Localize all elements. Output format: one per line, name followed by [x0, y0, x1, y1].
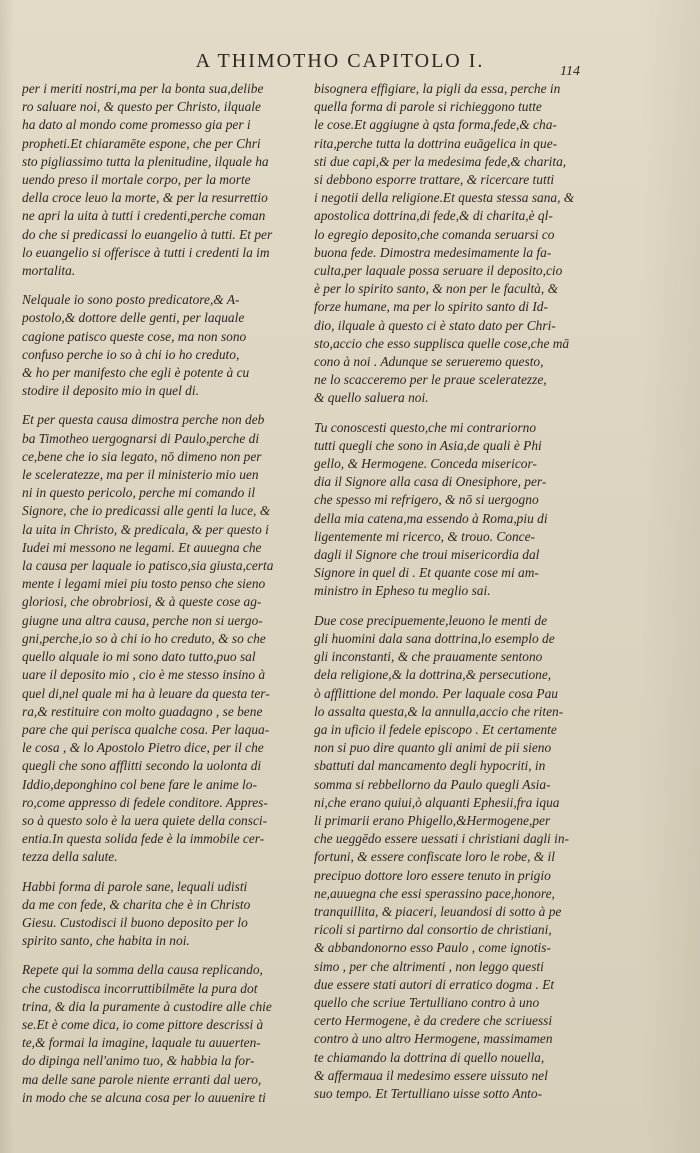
text-line: ministro in Epheso tu meglio sai.: [314, 583, 491, 599]
text-line: quella forma di parole si richieggono tutte: [314, 99, 542, 115]
text-line: ro,come appresso di fedele conditore. Appres-: [22, 794, 268, 810]
text-line: da me con fede, & charita che è in Christo: [22, 896, 251, 912]
text-line: certo Hermogene, è da credere che scriuessi: [314, 1013, 553, 1029]
text-line: ha dato al mondo come promesso gia per i: [22, 117, 251, 133]
text-line: do dipinga nell'animo tuo, & habbia la for-: [22, 1053, 255, 1069]
text-line: gli inconstanti, & che prauamente sentono: [314, 649, 543, 665]
text-line: tezza della salute.: [22, 849, 118, 865]
text-line: te,& formai la imagine, laquale tu auuerten-: [22, 1035, 261, 1051]
text-line: dia il Signore alla casa di Onesiphore, per-: [314, 474, 547, 490]
text-line: ce,bene che io sia legato, nō dimeno non per: [22, 448, 262, 464]
text-line: ligentemente mi ricerco, & trouo. Conce-: [314, 528, 536, 544]
text-line: do che si predicassi lo euangelio à tutti. Et per: [22, 226, 273, 242]
text-line: ni,che erano quiui,ò alquanti Ephesii,fra iqua: [314, 794, 560, 810]
paragraph: [22, 961, 302, 1107]
text-line: Tu conoscesti questo,che mi contrariorno: [314, 419, 537, 435]
text-line: ne apri la uita à tutti i credenti,perche coman: [22, 208, 266, 224]
text-line: ne,auuegna che essi sperassino pace,honore,: [314, 885, 555, 901]
text-line: gello, & Hermogene. Conceda misericor-: [314, 456, 537, 472]
text-line: ga in uficio il fedele episcopo . Et certamente: [314, 721, 557, 737]
text-line: contro à uno altro Hermogene, massimamen: [314, 1031, 553, 1047]
text-line: che custodisca incorruttibilmēte la pura dot: [22, 980, 258, 996]
text-line: quegli che sono afflitti secondo la uolonta di: [22, 758, 262, 774]
text-line: uare il deposito mio , cio è me stesso insino à: [22, 667, 266, 683]
paragraph: [22, 80, 302, 280]
text-line: spirito santo, che habita in noi.: [22, 933, 190, 949]
text-line: Signore in quel di . Et quante cose mi am-: [314, 565, 539, 581]
text-line: & abbandonorno esso Paulo , come ignotis-: [314, 940, 551, 956]
text-line: Repete qui la somma della causa replicando,: [22, 962, 263, 978]
text-line: dagli il Signore che troui misericordia dal: [314, 547, 540, 563]
text-line: te chiamando la dottrina di quello nouella,: [314, 1049, 545, 1065]
text-line: lo egregio deposito,che comanda seruarsi co: [314, 226, 555, 242]
text-line: che ueggēdo essere uessati i christiani dagli in-: [314, 831, 569, 847]
paragraph: [314, 80, 597, 408]
text-line: gloriosi, che obrobriosi, & à queste cose ag-: [22, 594, 262, 610]
text-line: i negotii della religione.Et questa stessa sana, &: [314, 190, 575, 206]
text-line: per i meriti nostri,ma per la bonta sua,delibe: [22, 81, 264, 96]
text-line: dio, ilquale à questo ci è stato dato per Chri-: [314, 317, 556, 333]
right-text-column: [314, 80, 597, 1114]
paragraph: [22, 291, 302, 400]
text-line: culta,per laquale possa seruare il deposito,cio: [314, 263, 563, 279]
text-line: le cosa , & lo Apostolo Pietro dice, per il che: [22, 740, 264, 756]
text-line: quel di,nel quale mi ha à leuare da questa ter-: [22, 685, 270, 701]
text-line: Due cose precipuemente,leuono le menti de: [314, 612, 548, 628]
text-line: tranquillita, & piaceri, leuandosi di sotto à pe: [314, 903, 562, 919]
text-line: & affermaua il medesimo essere uissuto nel: [314, 1067, 548, 1083]
page-edge-shadow: [640, 0, 700, 1153]
text-line: ba Timotheo uergognarsi di Paulo,perche di: [22, 430, 260, 446]
text-line: li primarii erano Phigello,&Hermogene,per: [314, 812, 551, 828]
text-line: simo , per che altrimenti , non leggo questi: [314, 958, 544, 974]
text-line: suo tempo. Et Tertulliano uisse sotto Anto-: [314, 1085, 543, 1101]
text-line: dela religione,& la dottrina,& persecutione,: [314, 667, 552, 683]
text-line: gli huomini dala sana dottrina,lo esemplo de: [314, 630, 555, 646]
text-line: giugne una altra causa, perche non si uergo-: [22, 612, 263, 628]
text-line: quello alquale io mi sono dato tutto,puo sal: [22, 649, 256, 665]
text-line: rita,perche tutta la dottrina euāgelica in que-: [314, 135, 558, 151]
text-line: le cose.Et aggiugne à qsta forma,fede,& cha-: [314, 117, 557, 133]
text-line: due essere stati autori di erratico dogma . Et: [314, 976, 555, 992]
text-line: mortalita.: [22, 263, 76, 279]
text-line: sto,accio che esso supplisca quelle cose,che mā: [314, 335, 570, 351]
text-line: Iddio,deponghino col bene fare le anime lo-: [22, 776, 257, 792]
text-line: uendo preso il mortale corpo, per la morte: [22, 172, 251, 188]
text-line: & quello saluera noi.: [314, 390, 429, 406]
page-number: 114: [560, 64, 580, 79]
paragraph: [22, 411, 302, 866]
text-line: forze humane, ma per lo spirito santo di Id-: [314, 299, 548, 315]
text-line: ò afflittione del mondo. Per laquale cosa Pau: [314, 685, 558, 701]
text-line: cagione patisco queste cose, ma non sono: [22, 328, 247, 344]
text-line: pare che qui perisca qualche cosa. Per laqua-: [22, 721, 270, 737]
text-line: lo euangelio si offerisce à tutti i credenti la im: [22, 244, 270, 260]
text-line: le sceleratezze, ma per il ministerio mio uen: [22, 467, 259, 483]
text-line: buona fede. Dimostra medesimamente la fa-: [314, 244, 552, 260]
text-line: della croce leuo la morte, & per la resurrettio: [22, 190, 268, 206]
text-line: somma si rebbellorno da Paulo quegli Asia-: [314, 776, 551, 792]
text-line: lo assalta questa,& la annulla,accio che riten-: [314, 703, 564, 719]
text-line: Giesu. Custodisci il buono deposito per lo: [22, 914, 248, 930]
text-line: precipuo dottore loro essere tenuto in prigio: [314, 867, 551, 883]
text-line: sbattuti dal mancamento degli hypocriti, in: [314, 758, 546, 774]
text-line: in modo che se alcuna cosa per lo auuenire ti: [22, 1089, 266, 1105]
text-line: postolo,& dottore delle genti, per laquale: [22, 310, 245, 326]
text-line: ro saluare noi, & questo per Christo, ilquale: [22, 99, 261, 115]
text-line: ma delle sane parole niente erranti dal uero,: [22, 1071, 262, 1087]
page-gutter-shadow: [0, 0, 14, 1153]
text-line: mente i legami miei piu tosto penso che sieno: [22, 576, 266, 592]
paragraph: [314, 419, 597, 601]
text-line: della mia catena,ma essendo à Roma,piu di: [314, 510, 548, 526]
text-line: è per lo spirito santo, & non per le facultà, &: [314, 281, 558, 297]
text-line: fortuni, & essere confiscate loro le robe, & il: [314, 849, 555, 865]
text-line: bisognera effigiare, la pigli da essa, perche in: [314, 81, 561, 96]
text-line: la uita in Christo, & predicala, & per questo i: [22, 521, 269, 537]
text-line: sto pigliassimo tutta la plenitudine, ilquale ha: [22, 153, 269, 169]
text-line: & ho per manifesto che egli è potente à cu: [22, 365, 250, 381]
paragraph: [22, 878, 302, 951]
text-line: non si puo dire quanto gli animi de pii sieno: [314, 740, 552, 756]
text-line: cono à noi . Adunque se serueremo questo,: [314, 354, 544, 370]
text-line: Et per questa causa dimostra perche non deb: [22, 412, 265, 428]
text-line: si debbono esporre trattare, & ricercare tutti: [314, 172, 555, 188]
text-line: confuso perche io so à chi io ho creduto,: [22, 346, 240, 362]
text-line: se.Et è come dica, io come pittore descrissi à: [22, 1016, 264, 1032]
text-line: entia.In questa solida fede è la immobile cer-: [22, 831, 265, 847]
text-line: ra,& restituire con molto guadagno , se bene: [22, 703, 263, 719]
text-line: so à questo solo è la uera quiete della consci-: [22, 812, 268, 828]
text-line: gni,perche,io so à chi io ho creduto, & so che: [22, 630, 266, 646]
paragraph: [314, 612, 597, 1103]
text-line: ni in questo pericolo, perche mi comando il: [22, 485, 256, 501]
text-line: Iudei mi messono ne legami. Et auuegna che: [22, 539, 262, 555]
left-text-column: [22, 80, 302, 1118]
text-line: Habbi forma di parole sane, lequali udisti: [22, 878, 248, 894]
text-line: propheti.Et chiaramēte espone, che per Chri: [22, 135, 261, 151]
text-line: tutti quegli che sono in Asia,de quali è Phi: [314, 437, 542, 453]
text-line: Signore, che io predicassi alle genti la luce, &: [22, 503, 271, 519]
text-line: la causa per laquale io patisco,sia giusta,certa: [22, 558, 274, 574]
text-line: sti due capi,& per la medesima fede,& charita,: [314, 153, 567, 169]
text-line: apostolica dottrina,di fede,& di charita,è ql-: [314, 208, 553, 224]
text-line: Nelquale io sono posto predicatore,& A-: [22, 292, 240, 308]
text-line: stodire il deposito mio in quel di.: [22, 383, 199, 399]
running-head-title: A THIMOTHO CAPITOLO I.: [195, 50, 485, 72]
text-line: quello che scriue Tertulliano contro à uno: [314, 994, 540, 1010]
text-line: che spesso mi refrigero, & nō si uergogno: [314, 492, 539, 508]
text-line: ne lo scacceremo per le praue sceleratezze,: [314, 372, 547, 388]
text-line: ricoli si partirno dal consortio de christiani,: [314, 922, 552, 938]
text-line: trina, & dia la puramente à custodire alle chie: [22, 998, 272, 1014]
